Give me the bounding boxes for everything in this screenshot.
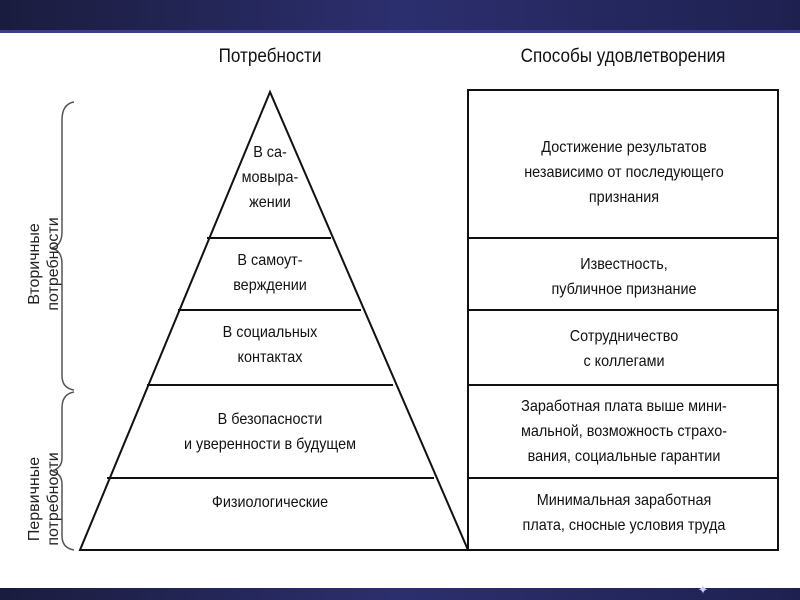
- way-self-expression: Достижение результатов независимо от последующего признания: [524, 139, 724, 206]
- way-physiological: Минимальная заработная плата, сносные условия труда: [522, 492, 726, 534]
- need-physiological: Физиологические: [211, 494, 329, 511]
- need-safety: В безопасности и уверенности в будущем: [183, 411, 357, 453]
- secondary-needs-label: Вторичные потребности: [26, 217, 62, 311]
- primary-needs-label: Первичные потребности: [26, 452, 62, 546]
- nav-marker-icon: ✦: [697, 582, 709, 597]
- slide-bottom-bar: [0, 588, 800, 600]
- ways-column-title: Способы удовлетворения: [520, 46, 726, 67]
- way-social-contacts: Сотрудничество с коллегами: [569, 328, 679, 370]
- need-self-expression: В са- мовыра- жении: [241, 144, 299, 211]
- need-social-contacts: В социальных контактах: [222, 324, 318, 366]
- way-self-affirmation: Известность, публичное признание: [551, 256, 697, 298]
- way-safety: Заработная плата выше мини- мальной, возможность страхо- вания, социальные гарантии: [520, 398, 728, 465]
- need-self-affirmation: В самоут- верждении: [233, 252, 307, 294]
- needs-column-title: Потребности: [218, 46, 322, 67]
